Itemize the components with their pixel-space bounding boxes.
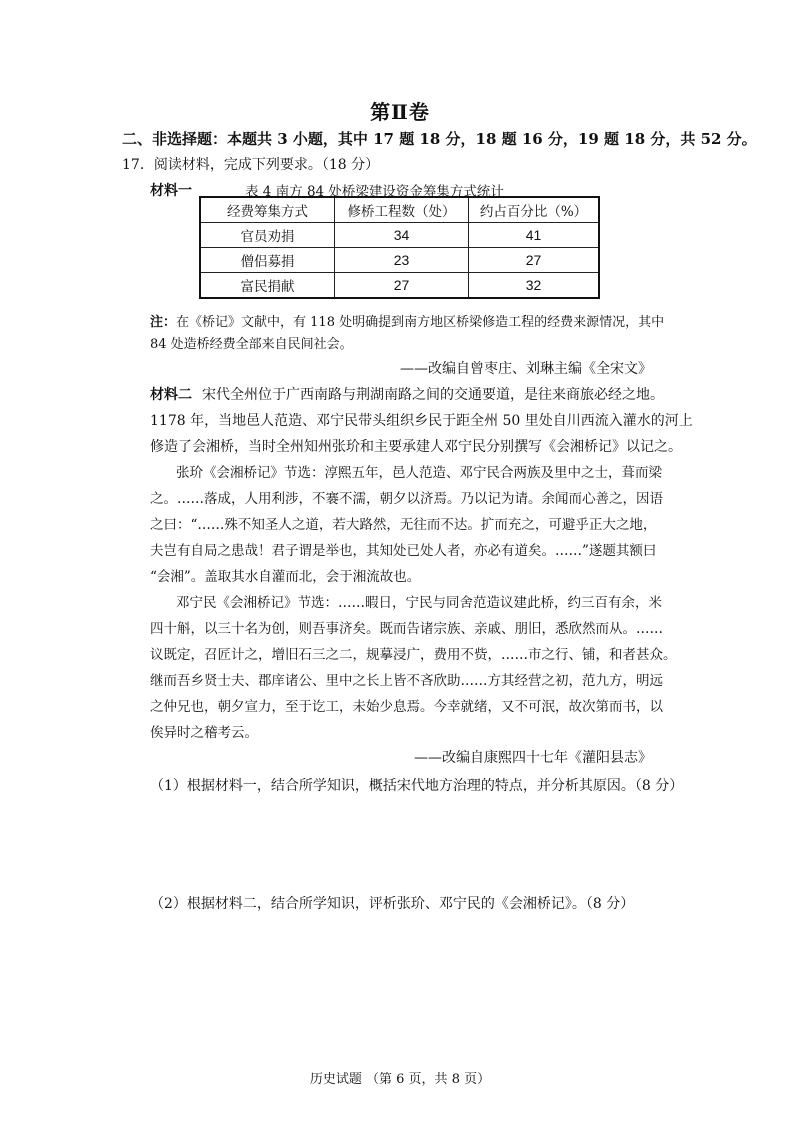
table-title: 表 4 南方 84 处桥梁建设资金筹集方式统计 — [245, 184, 504, 200]
material-2-citation: ——改编自康熙四十七年《灌阳县志》 — [414, 750, 652, 766]
material-2-line: 四十斛，以三十名为创，则吾事济矣。既而告诸宗族、亲戚、朋旧，悉欣然而从。…… — [150, 621, 663, 637]
material-2-line: 之曰：“……殊不知圣人之道，若大路然，无往而不达。扩而充之，可避乎正大之地， — [150, 517, 657, 533]
table-row — [200, 248, 599, 273]
header-method: 经费筹集方式 — [200, 197, 335, 223]
funding-table — [199, 196, 600, 299]
material-2-line: “会湘”。盖取其水自灌而北，会于湘流故也。 — [150, 569, 421, 585]
cell-method: 官员劝捐 — [200, 223, 335, 248]
table-row — [200, 273, 599, 299]
table-row — [200, 223, 599, 248]
table-header-row — [200, 197, 599, 223]
sub-question-1: （1）根据材料一，结合所学知识，概括宋代地方治理的特点，并分析其原因。（8 分） — [150, 778, 684, 794]
cell-percent: 27 — [469, 248, 600, 273]
material-2-line: 修造了会湘桥，当时全州知州张玠和主要承建人邓宁民分别撰写《会湘桥记》以记之。 — [150, 439, 682, 455]
header-count: 修桥工程数（处） — [335, 197, 469, 223]
sub-question-2: （2）根据材料二，结合所学知识，评析张玠、邓宁民的《会湘桥记》。（8 分） — [150, 896, 635, 912]
material-2-line: 继而吾乡贤士夫、郡庠诸公、里中之长上皆不吝欣助……方其经营之初，范九方，明远 — [150, 673, 663, 689]
material-1-citation: ——改编自曾枣庄、刘琳主编《全宋文》 — [400, 361, 652, 377]
question-17-prompt: 17．阅读材料，完成下列要求。（18 分） — [122, 157, 380, 173]
material-2-line: 俟异时之稽考云。 — [150, 725, 258, 741]
material-2-line: 之。……落成，人用利涉，不褰不濡，朝夕以济焉。乃以记为请。余闻而心善之，因语 — [150, 491, 663, 507]
cell-count: 34 — [335, 223, 469, 248]
material-2-line-1 — [150, 384, 664, 404]
table-note-line-1 — [150, 311, 664, 330]
material-2-label: 材料二 — [150, 387, 192, 403]
material-2-line: 张玠《会湘桥记》节选：淳熙五年，邑人范造、邓宁民合两族及里中之士，葺而梁 — [176, 465, 662, 481]
material-2-line: 邓宁民《会湘桥记》节选：……暇日，宁民与同舍范造议建此桥，约三百有余，米 — [176, 595, 662, 611]
section-header: 二、非选择题：本题共 3 小题，其中 17 题 18 分，18 题 16 分，19 题 18 分，共 52 分。 — [122, 130, 757, 148]
cell-method: 富民捐献 — [200, 273, 335, 299]
material-2-line: 议既定，召匠计之，增旧石三之二，规摹浸广，费用不赀，……市之行、铺，和者甚众。 — [150, 647, 677, 663]
material-2-line: 之仲兄也，朝夕宣力，至于讫工，未始少息焉。今幸就绪，又不可泯，故次第而书，以 — [150, 699, 663, 715]
page-footer: 历史试题 （第 6 页，共 8 页） — [309, 1072, 491, 1087]
cell-count: 27 — [335, 273, 469, 299]
header-percent: 约占百分比（%） — [469, 197, 600, 223]
cell-count: 23 — [335, 248, 469, 273]
table-note-line-2: 84 处造桥经费全部来自民间社会。 — [150, 337, 353, 352]
cell-method: 僧侣募捐 — [200, 248, 335, 273]
material-2-text: 宋代全州位于广西南路与荆湖南路之间的交通要道，是往来商旅必经之地。 — [202, 387, 664, 403]
cell-percent: 41 — [469, 223, 600, 248]
material-1-label: 材料一 — [150, 183, 192, 199]
material-2-line: 1178 年，当地邑人范造、邓宁民带头组织乡民于距全州 50 里处自川西流入灌水的河上 — [150, 413, 693, 429]
page-title: 第Ⅱ卷 — [370, 100, 430, 124]
note-text: 在《桥记》文献中，有 118 处明确提到南方地区桥梁修造工程的经费来源情况，其中 — [176, 315, 665, 330]
note-label: 注： — [150, 315, 177, 330]
cell-percent: 32 — [469, 273, 600, 299]
material-2-line: 夫岂有自局之患哉！君子谓是举也，其知处已处人者，亦必有道矣。……”遂题其额曰 — [150, 543, 657, 559]
